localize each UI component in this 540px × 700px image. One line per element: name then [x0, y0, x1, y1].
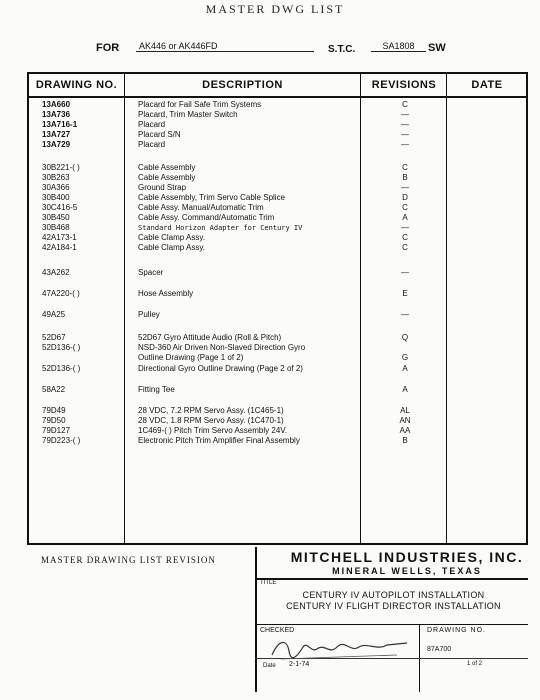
description: 1C469-( ) Pitch Trim Servo Assembly 24V.: [138, 426, 288, 435]
drawing-number: 47A220-( ): [42, 289, 80, 298]
company-name: MITCHELL INDUSTRIES, INC.: [290, 549, 524, 565]
column-header-revisions: REVISIONS: [371, 79, 437, 91]
description: Fitting Tee: [138, 385, 175, 394]
description: Cable Assembly, Trim Servo Cable Splice: [138, 193, 286, 202]
drawing-number-value: 87A700: [427, 646, 452, 653]
description: Directional Gyro Outline Drawing (Page 2 of 2): [138, 364, 303, 373]
description: Placard for Fail Safe Trim Systems: [138, 100, 262, 109]
revision: AL: [400, 406, 410, 415]
stc-label: S.T.C.: [328, 44, 356, 55]
revision: —: [401, 120, 409, 129]
description: Outline Drawing (Page 1 of 2): [138, 353, 244, 362]
stc-value: SA1808: [371, 41, 426, 52]
drawing-title-line-1: CENTURY IV AUTOPILOT INSTALLATION: [302, 590, 485, 600]
revision: C: [402, 243, 408, 252]
drawing-number-label: DRAWING NO.: [427, 627, 486, 634]
revision: —: [401, 130, 409, 139]
drawing-number: 49A25: [42, 310, 66, 319]
revision: G: [401, 353, 409, 362]
column-header-drawing-no: DRAWING NO.: [35, 79, 118, 91]
column-header-date: DATE: [471, 79, 503, 91]
master-drawing-list-revision-label: MASTER DRAWING LIST REVISION: [41, 555, 216, 565]
revision: B: [402, 173, 408, 182]
description: Cable Assembly: [138, 163, 196, 172]
description: 28 VDC, 7.2 RPM Servo Assy. (1C465-1): [138, 406, 284, 415]
title-block: [27, 545, 528, 695]
revision: AN: [399, 416, 411, 425]
description: Placard: [138, 120, 166, 129]
revision: Q: [401, 333, 409, 342]
revision: D: [402, 193, 408, 202]
document-title: MASTER DWG LIST: [205, 2, 345, 16]
description: Electronic Pitch Trim Amplifier Final Assembly: [138, 436, 300, 445]
title-block-divider: [255, 547, 257, 692]
title-block-rule: [255, 578, 528, 580]
drawing-number: 42A173-1: [42, 233, 77, 242]
drawing-number: 30B221-( ): [42, 163, 80, 172]
for-label: FOR: [96, 42, 120, 54]
stc-suffix: SW: [428, 42, 446, 54]
drawing-number: 13A716-1: [42, 120, 78, 129]
drawing-number: 30B400: [42, 193, 70, 202]
description: Cable Clamp Assy.: [138, 243, 205, 252]
drawing-number: 79D50: [42, 416, 66, 425]
revision: E: [402, 289, 408, 298]
revision: A: [402, 385, 408, 394]
drawing-number: 43A262: [42, 268, 70, 277]
drawing-number: 13A729: [42, 140, 71, 149]
description: NSD-360 Air Driven Non-Slaved Direction Gyro: [138, 343, 306, 352]
drawing-number: 30B468: [42, 223, 70, 232]
description: Cable Assy. Command/Automatic Trim: [138, 213, 275, 222]
description: Hose Assembly: [138, 289, 194, 298]
description: Ground Strap: [138, 183, 187, 192]
column-header-description: DESCRIPTION: [202, 79, 283, 91]
revision: C: [402, 100, 408, 109]
description: Cable Assembly: [138, 173, 196, 182]
drawing-number: 13A736: [42, 110, 71, 119]
revision: —: [401, 223, 409, 232]
signature-image: [267, 633, 417, 663]
description: Standard Horizon Adapter for Century IV: [138, 224, 303, 232]
revision: —: [401, 110, 409, 119]
revision: C: [402, 203, 408, 212]
checked-label: CHECKED: [260, 627, 295, 634]
drawing-number: 58A22: [42, 385, 66, 394]
drawing-number: 30C416-5: [42, 203, 78, 212]
description: Placard S/N: [138, 130, 181, 139]
description: Pulley: [138, 310, 160, 319]
for-value: AK446 or AK446FD: [136, 41, 314, 52]
drawing-number: 79D49: [42, 406, 66, 415]
drawing-number: 13A727: [42, 130, 71, 139]
drawing-number: 79D127: [42, 426, 71, 435]
description: Spacer: [138, 268, 164, 277]
revision: —: [401, 140, 409, 149]
drawing-number: 30B263: [42, 173, 70, 182]
revision: A: [402, 364, 408, 373]
drawing-number: 52D136-( ): [42, 343, 81, 352]
revision: C: [402, 233, 408, 242]
revision: —: [401, 183, 409, 192]
revision: AA: [399, 426, 411, 435]
description: Placard, Trim Master Switch: [138, 110, 238, 119]
description: 52D67 Gyro Attitude Audio (Roll & Pitch): [138, 333, 282, 342]
revision: A: [402, 213, 408, 222]
revision: —: [401, 268, 409, 277]
title-block-rule: [255, 624, 528, 625]
company-location: MINERAL WELLS, TEXAS: [332, 566, 482, 576]
drawing-number: 79D223-( ): [42, 436, 81, 445]
date-value: 2-1-74: [289, 661, 310, 668]
drawing-title-line-2: CENTURY IV FLIGHT DIRECTOR INSTALLATION: [286, 601, 501, 611]
revision: —: [401, 310, 409, 319]
description: 28 VDC, 1.8 RPM Servo Assy. (1C470-1): [138, 416, 284, 425]
drawing-number: 42A184-1: [42, 243, 77, 252]
date-label: Date: [263, 663, 276, 669]
sheet-number: 1 of 2: [467, 661, 483, 667]
description: Cable Clamp Assy.: [138, 233, 205, 242]
revision: C: [402, 163, 408, 172]
drawing-number: 30B450: [42, 213, 70, 222]
description: Placard: [138, 140, 166, 149]
revision: B: [402, 436, 408, 445]
description: Cable Assy. Manual/Automatic Trim: [138, 203, 264, 212]
drawing-number: 52D67: [42, 333, 66, 342]
drawing-number: 13A660: [42, 100, 71, 109]
drawing-number: 52D136-( ): [42, 364, 81, 373]
drawing-number: 30A366: [42, 183, 70, 192]
title-label: TITLE: [260, 580, 277, 586]
